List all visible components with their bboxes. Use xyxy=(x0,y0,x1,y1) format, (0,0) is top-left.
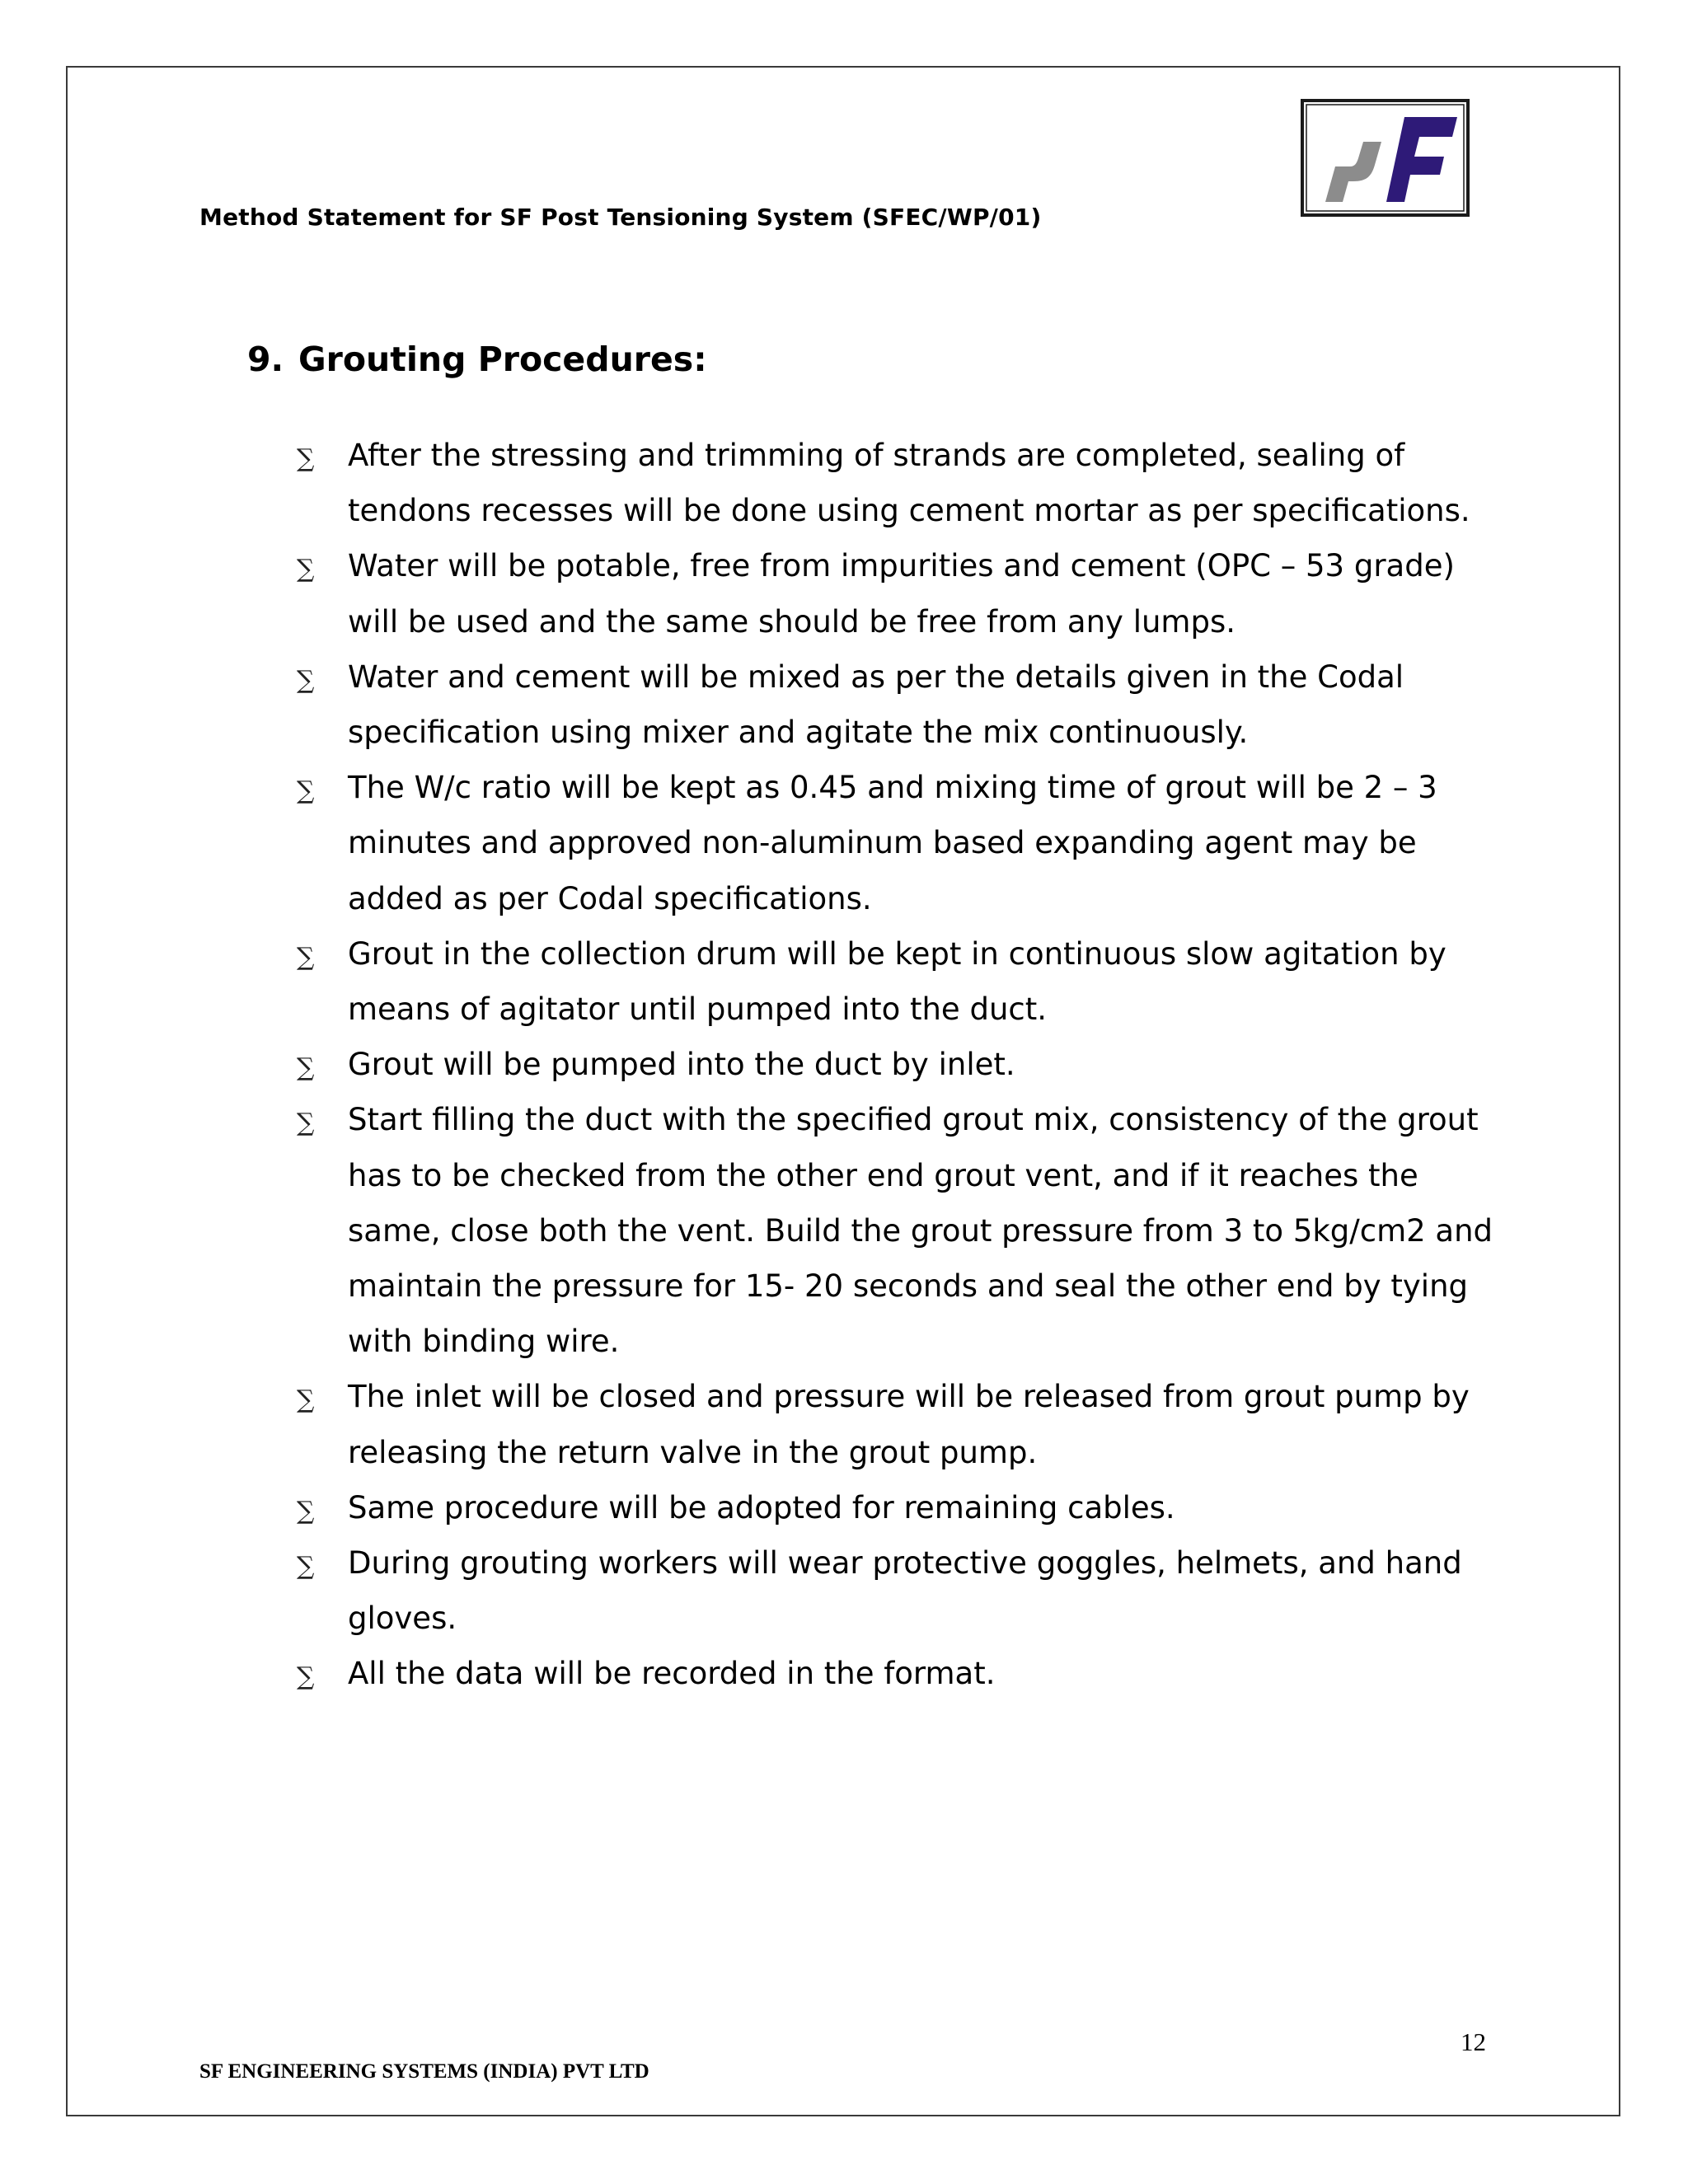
list-item xyxy=(297,1535,1500,1646)
list-item-text: Water and cement will be mixed as per the details given in the Codal specification using mixer and agitate the mix continuously. xyxy=(348,658,1404,751)
footer-company-name: SF ENGINEERING SYSTEMS (INDIA) PVT LTD xyxy=(199,2060,649,2083)
list-item-text: Grout will be pumped into the duct by inlet. xyxy=(348,1047,1015,1083)
list-item xyxy=(297,1646,1500,1701)
summation-bullet-icon: ∑ xyxy=(297,1385,315,1415)
summation-bullet-icon: ∑ xyxy=(297,1496,315,1526)
list-item-text: Water will be potable, free from impurities and cement (OPC – 53 grade) will be used and the same should be free from any lumps. xyxy=(348,548,1455,640)
list-item xyxy=(297,649,1500,760)
page-number: 12 xyxy=(1461,2027,1486,2056)
list-item-text: Grout in the collection drum will be kept in continuous slow agitation by means of agitator until pumped into the duct. xyxy=(348,935,1447,1028)
list-item-text: After the stressing and trimming of strands are completed, sealing of tendons recesses will be done using cement mortar as per specifications. xyxy=(348,438,1470,529)
list-item xyxy=(297,538,1500,649)
list-item-text: During grouting workers will wear protective goggles, helmets, and hand gloves. xyxy=(348,1545,1462,1637)
document-header-title: Method Statement for SF Post Tensioning System (SFEC/WP/01) xyxy=(199,204,1042,231)
list-item xyxy=(297,1369,1500,1479)
grouting-procedure-list xyxy=(297,428,1500,1702)
section-title: Grouting Procedures: xyxy=(298,340,707,379)
summation-bullet-icon: ∑ xyxy=(297,665,315,695)
summation-bullet-icon: ∑ xyxy=(297,942,315,972)
list-item-text: The inlet will be closed and pressure will be released from grout pump by releasing the return valve in the grout pump. xyxy=(348,1379,1470,1470)
summation-bullet-icon: ∑ xyxy=(297,444,315,473)
summation-bullet-icon: ∑ xyxy=(297,555,315,584)
section-heading xyxy=(247,340,707,379)
summation-bullet-icon: ∑ xyxy=(297,1053,315,1083)
list-item-text: Start filling the duct with the specified grout mix, consistency of the grout has to be checked from the other end grout vent, and if it reaches the same, close both the vent. Build the grout pressure from 3 to 5kg/cm2 and maintain the pressure for 15- 20 seconds and seal the other end by tying with binding wire. xyxy=(348,1102,1493,1360)
list-item-text: All the data will be recorded in the format. xyxy=(348,1656,996,1692)
company-logo xyxy=(1301,99,1470,217)
list-item xyxy=(297,1037,1500,1092)
list-item-text: The W/c ratio will be kept as 0.45 and mixing time of grout will be 2 – 3 minutes and approved non-aluminum based expanding agent may be added as per Codal specifications. xyxy=(348,770,1437,916)
summation-bullet-icon: ∑ xyxy=(297,1552,315,1582)
list-item xyxy=(297,926,1500,1037)
list-item xyxy=(297,428,1500,538)
list-item xyxy=(297,760,1500,926)
summation-bullet-icon: ∑ xyxy=(297,1108,315,1138)
summation-bullet-icon: ∑ xyxy=(297,776,315,806)
section-number: 9. xyxy=(247,340,284,379)
list-item xyxy=(297,1092,1500,1369)
list-item xyxy=(297,1480,1500,1535)
summation-bullet-icon: ∑ xyxy=(297,1662,315,1692)
list-item-text: Same procedure will be adopted for remaining cables. xyxy=(348,1489,1175,1526)
